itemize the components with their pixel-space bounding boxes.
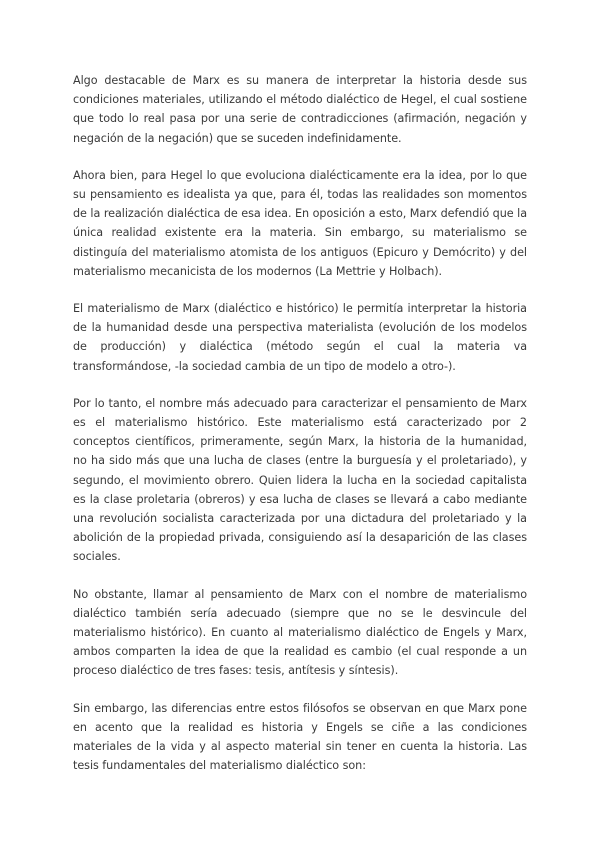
paragraph-marx-materialism: El materialismo de Marx (dialéctico e histórico) le permitía interpretar la historia de la humanidad desde una perspectiva materialista (evolución de los modelos de producción) y dialéctica (método según el cual la materia va transformándose, -la sociedad cambia de un tipo de modelo a otro-). [73,302,527,373]
paragraph-differences: Sin embargo, las diferencias entre estos filósofos se observan en que Marx pone en acento que la realidad es historia y Engels se ciñe a las condiciones materiales de la vida y al aspecto material sin tener en cuenta la historia. Las tesis fundamentales del materialismo dialéctico son: [73,701,527,773]
paragraph-historical-materialism: Por lo tanto, el nombre más adecuado para caracterizar el pensamiento de Marx es el materialismo histórico. Este materialismo está caracterizado por 2 conceptos científicos, primeramente, según Marx, la historia de la humanidad, no ha sido más que una lucha de clases (entre la burguesía y el proletariado), y segundo, el movimiento obrero. Quien lidera la lucha en la sociedad capitalista es la clase proletaria (obreros) y esa lucha de clases se llevará a cabo mediante una revolución socialista caracterizada por una dictadura del proletariado y la abolición de la propiedad privada, consiguiendo así la desaparición de las clases sociales. [73,396,527,564]
paragraph-dialectical-materialism: No obstante, llamar al pensamiento de Marx con el nombre de materialismo dialéctico también sería adecuado (siempre que no se le desvincule del materialismo histórico). En cuanto al materialismo dialéctico de Engels y Marx, ambos comparten la idea de que la realidad es cambio (el cual responde a un proceso dialéctico de tres fases: tesis, antítesis y síntesis). [73,587,527,678]
paragraph-hegel-method: Algo destacable de Marx es su manera de interpretar la historia desde sus condiciones materiales, utilizando el método dialéctico de Hegel, el cual sostiene que todo lo real pasa por una serie de contradicciones (afirmación, negación y negación de la negación) que se suceden indefinidamente. [73,74,527,145]
paragraph-idealism-vs-materialism: Ahora bien, para Hegel lo que evoluciona dialécticamente era la idea, por lo que su pensamiento es idealista ya que, para él, todas las realidades son momentos de la realización dialéctica de esa idea. En oposición a esto, Marx defendió que la única realidad existente era la materia. Sin embargo, su materialismo se distinguía del materialismo atomista de los antiguos (Epicuro y Demócrito) y del materialismo mecanicista de los modernos (La Mettrie y Holbach). [73,168,527,278]
